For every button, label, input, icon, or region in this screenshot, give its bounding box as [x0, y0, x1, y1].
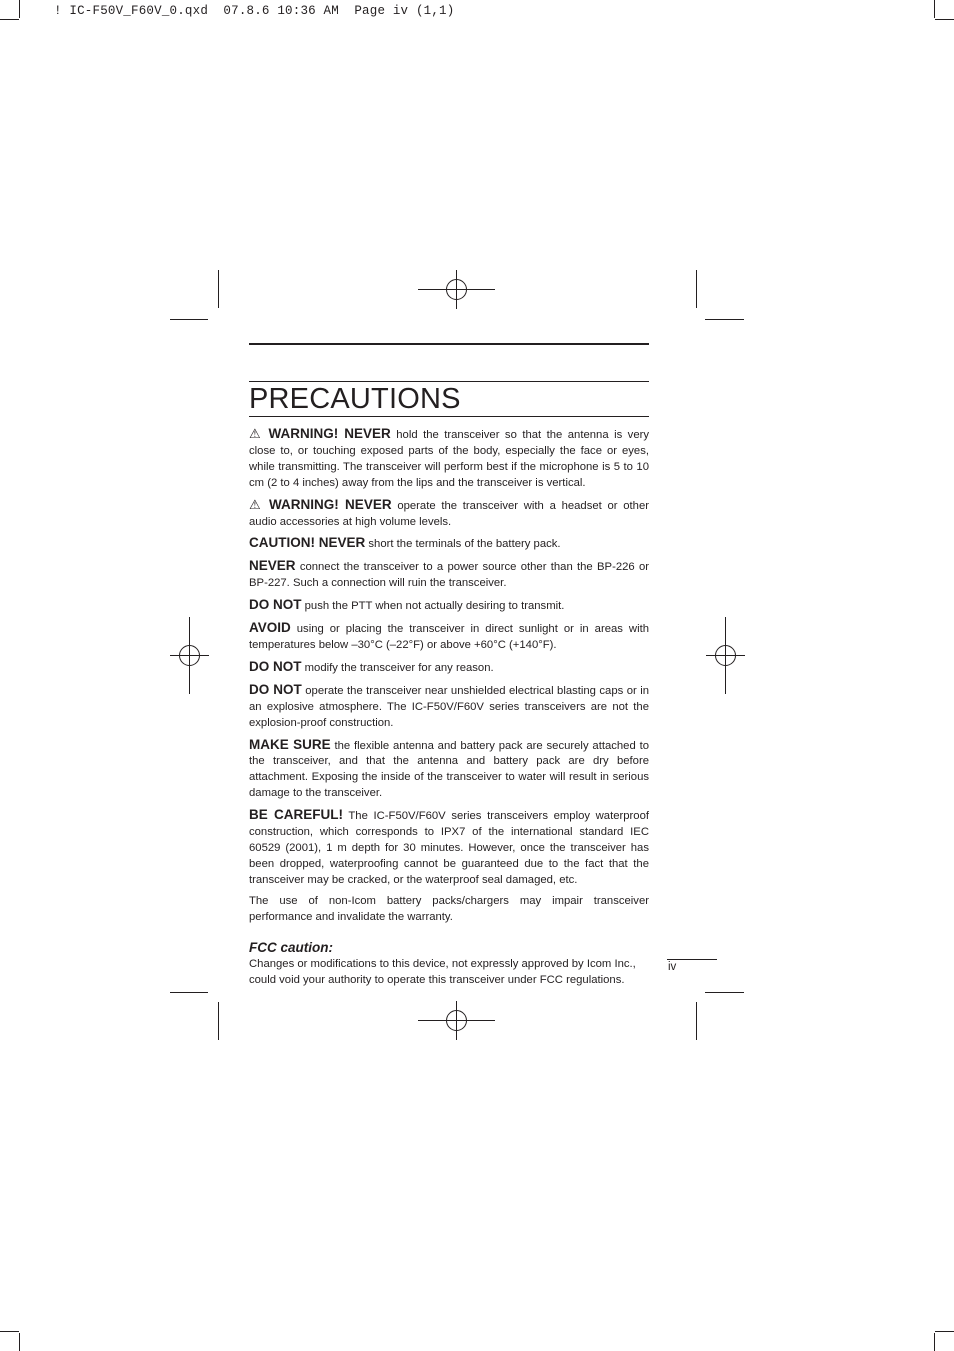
precaution-item: [249, 737, 649, 803]
fcc-text: Changes or modifications to this device, not expressly approved by Icom Inc., could void your authority to operate this transceiver under FCC regulations.: [249, 958, 636, 987]
precaution-item: [249, 426, 649, 492]
crop-mark: [696, 270, 697, 308]
registration-mark-right: [706, 617, 745, 694]
fcc-heading: FCC caution:: [249, 940, 333, 956]
precaution-head: NEVER: [249, 558, 296, 574]
corner-mark: [19, 1333, 20, 1351]
precaution-head: MAKE SURE: [249, 736, 331, 752]
precaution-item: [249, 620, 649, 654]
registration-mark-top: [418, 270, 495, 309]
crop-mark: [170, 319, 208, 320]
precaution-head: DO NOT: [249, 658, 302, 674]
page-number: iv: [668, 961, 677, 973]
corner-mark: [0, 19, 19, 20]
precaution-item: [249, 558, 649, 592]
corner-mark: [934, 0, 935, 18]
precaution-text: modify the transceiver for any reason.: [304, 661, 494, 674]
corner-mark: [0, 1331, 19, 1332]
crop-mark: [218, 270, 219, 308]
crop-mark: [705, 992, 744, 993]
page-title: PRECAUTIONS: [249, 383, 461, 415]
precaution-item: [249, 597, 649, 615]
corner-mark: [934, 1333, 935, 1351]
precaution-item: [249, 497, 649, 531]
warranty-note: The use of non-Icom battery packs/chargers may impair transceiver performance and invalidate the warranty.: [249, 894, 649, 923]
precaution-head: CAUTION! NEVER: [249, 535, 366, 551]
registration-mark-bottom: [418, 1001, 495, 1040]
precaution-text: short the terminals of the battery pack.: [368, 538, 561, 551]
precaution-text: connect the transceiver to a power source other than the BP-226 or BP-227. Such a connection will ruin the transceiver.: [249, 561, 650, 590]
crop-mark: [696, 1002, 697, 1040]
precaution-head: WARNING! NEVER: [268, 426, 391, 441]
precaution-head: AVOID: [249, 620, 291, 636]
header-rule: [249, 343, 649, 345]
registration-mark-left: [170, 617, 209, 694]
precaution-text: the flexible antenna and battery pack are securely attached to the transceiver, and that the antenna and battery pack are dry before attachment. Exposing the inside of the transceiver to water will result in serious damage to the transceiver.: [249, 739, 649, 800]
precaution-head: BE CAREFUL!: [249, 807, 343, 823]
crop-mark: [705, 319, 744, 320]
file-slug: ! IC-F50V_F60V_0.qxd 07.8.6 10:36 AM Page iv (1,1): [54, 4, 455, 18]
precaution-item: [249, 659, 649, 677]
title-rule-top: [249, 381, 649, 382]
precaution-text: The IC-F50V/F60V series transceivers employ waterproof construction, which corresponds to IPX7 of the international standard IEC 60529 (2001), 1 m depth for 30 minutes. However, once the transceiver has been dropped, waterproofing cannot be guaranteed due to the fact that the transceiver may be cracked, or the waterproof seal damaged, etc.: [249, 810, 649, 886]
precaution-text: push the PTT when not actually desiring to transmit.: [304, 600, 565, 613]
precaution-text: operate the transceiver near unshielded electrical blasting caps or in an explosive atmosphere. The IC-F50V/F60V series transceivers are not the explosion-proof construction.: [249, 684, 650, 729]
corner-mark: [935, 1331, 954, 1332]
precaution-head: DO NOT: [249, 681, 302, 697]
crop-mark: [218, 1002, 219, 1040]
precaution-item: [249, 682, 649, 732]
precaution-item: [249, 807, 649, 889]
page-number-rule: [667, 959, 717, 960]
precaution-text: operate the transceiver with a headset or other audio accessories at high volume levels.: [249, 499, 650, 528]
title-rule-bottom: [249, 416, 649, 417]
precaution-text: using or placing the transceiver in direct sunlight or in areas with temperatures below –30°C (–22°F) or above +60°C (+140°F).: [249, 623, 650, 651]
precaution-item: [249, 535, 649, 553]
precaution-head: DO NOT: [249, 597, 302, 613]
warning-icon: ⚠: [249, 426, 263, 441]
corner-mark: [19, 0, 20, 18]
crop-mark: [170, 992, 208, 993]
warning-icon: ⚠: [249, 496, 264, 512]
corner-mark: [935, 19, 954, 20]
precaution-head: WARNING! NEVER: [268, 496, 392, 512]
precaution-text: hold the transceiver so that the antenna is very close to, or touching exposed parts of the body, especially the face or eyes, while transmitting. The transceiver will perform best if the microphone is 5 to 10 cm (2 to 4 inches) away from the lips and the transceiver is vertical.: [249, 429, 650, 489]
page-content: [249, 343, 649, 989]
